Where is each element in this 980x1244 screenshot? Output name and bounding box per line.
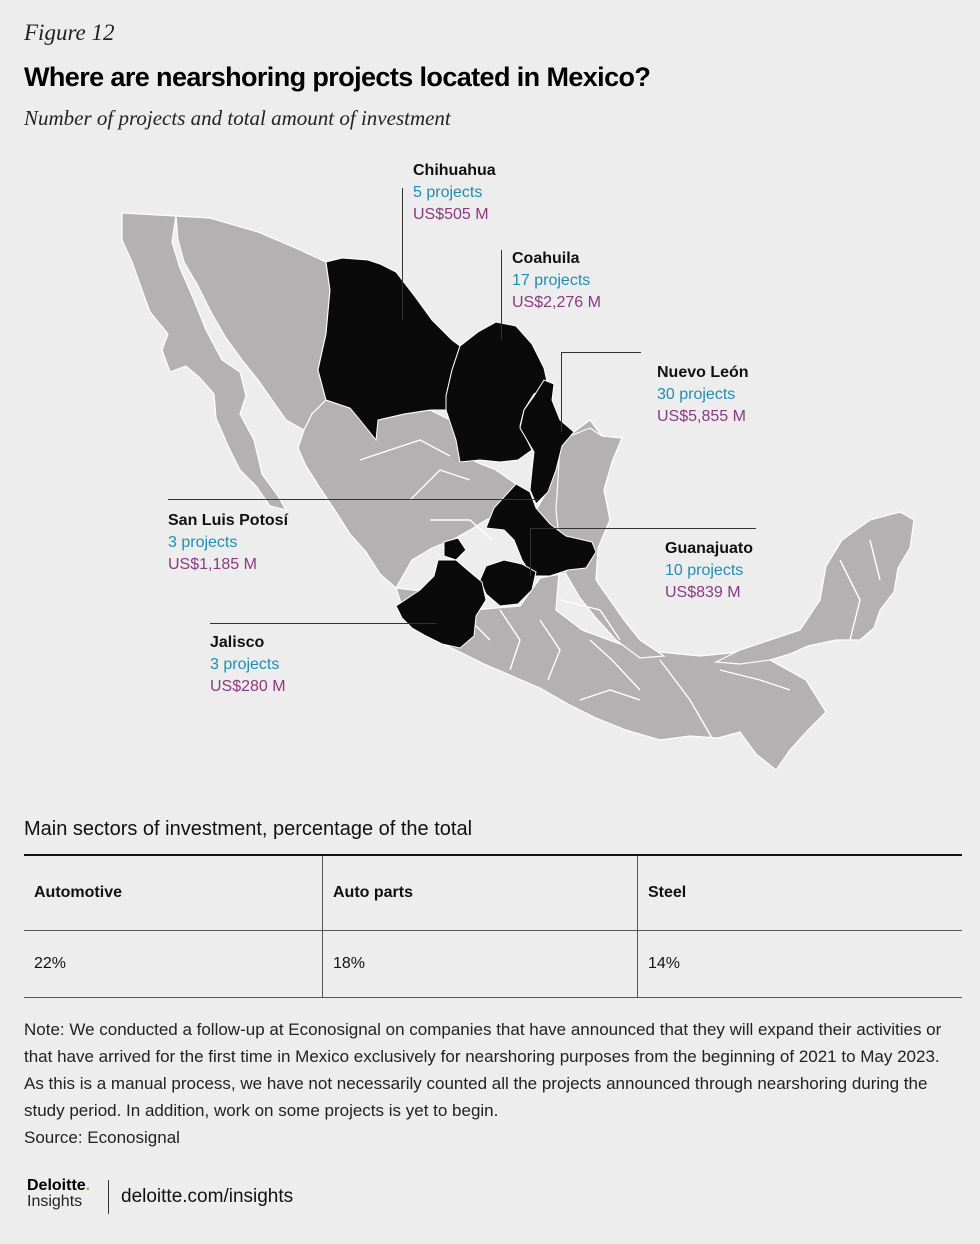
callout-projects: 3 projects: [210, 656, 280, 673]
logo-brand-dot: .: [85, 1177, 91, 1194]
callout-san-luis-potosi: [168, 510, 288, 576]
sector-name: Steel: [638, 855, 963, 931]
callout-state-name: Coahuila: [512, 250, 580, 267]
callout-coahuila: [512, 248, 601, 314]
sectors-header-row: [24, 855, 962, 931]
callout-projects: 30 projects: [657, 386, 736, 403]
leader-nuevo-leon-h: [561, 352, 641, 353]
callout-chihuahua: [413, 160, 496, 226]
logo-sub: Insights: [27, 1193, 83, 1210]
leader-guanajuato-v: [530, 528, 531, 576]
logo-brand: [27, 1178, 90, 1194]
callout-investment: US$2,276 M: [512, 294, 601, 311]
leader-slp: [168, 499, 538, 500]
callout-projects: 3 projects: [168, 534, 238, 551]
callout-state-name: Guanajuato: [665, 540, 754, 557]
callout-nuevo-leon: [657, 362, 749, 428]
callout-state-name: Jalisco: [210, 634, 265, 651]
leader-jalisco: [210, 623, 436, 624]
logo-brand-text: Deloitte: [27, 1177, 86, 1194]
leader-coahuila: [501, 250, 502, 340]
figure-title: Where are nearshoring projects located in Mexico?: [24, 62, 651, 92]
footer-url: deloitte.com/insights: [121, 1186, 294, 1207]
callout-state-name: San Luis Potosí: [168, 512, 289, 529]
sector-name: Automotive: [24, 855, 323, 931]
sector-value: 22%: [24, 931, 323, 998]
sector-value: 14%: [638, 931, 963, 998]
callout-projects: 10 projects: [665, 562, 744, 579]
mexico-map: [0, 150, 980, 790]
note-text: Note: We conducted a follow-up at Econosignal on companies that have announced that they will expand their activities or that have arrived for the first time in Mexico exclusively for nearshoring purposes from the beginning of 2021 to May 2023. As this is a manual process, we have not necessarily counted all the projects announced through nearshoring during the study period. In addition, work on some projects is yet to begin.: [24, 1020, 942, 1120]
callout-state-name: Nuevo León: [657, 364, 749, 381]
callout-investment: US$5,855 M: [657, 408, 746, 425]
state-jalisco: [396, 560, 486, 648]
sectors-table: [24, 854, 962, 998]
sectors-heading: Main sectors of investment, percentage of the total: [24, 818, 473, 840]
footer-divider: [108, 1180, 109, 1214]
state-aguascalientes: [444, 538, 466, 560]
note-block: [24, 1016, 959, 1151]
source-text: Source: Econosignal: [24, 1128, 180, 1147]
callout-jalisco: [210, 632, 286, 698]
sector-name: Auto parts: [323, 855, 638, 931]
figure-subtitle: Number of projects and total amount of investment: [24, 106, 451, 130]
callout-projects: 17 projects: [512, 272, 591, 289]
leader-nuevo-leon: [561, 352, 562, 432]
deloitte-logo: [27, 1178, 90, 1210]
leader-chihuahua: [402, 188, 403, 320]
callout-state-name: Chihuahua: [413, 162, 496, 179]
callout-investment: US$1,185 M: [168, 556, 257, 573]
sectors-value-row: [24, 931, 962, 998]
callout-investment: US$280 M: [210, 678, 286, 695]
sector-value: 18%: [323, 931, 638, 998]
callout-guanajuato: [665, 538, 753, 604]
callout-investment: US$839 M: [665, 584, 741, 601]
leader-guanajuato: [530, 528, 756, 529]
figure-label: Figure 12: [24, 20, 115, 45]
callout-investment: US$505 M: [413, 206, 489, 223]
callout-projects: 5 projects: [413, 184, 483, 201]
